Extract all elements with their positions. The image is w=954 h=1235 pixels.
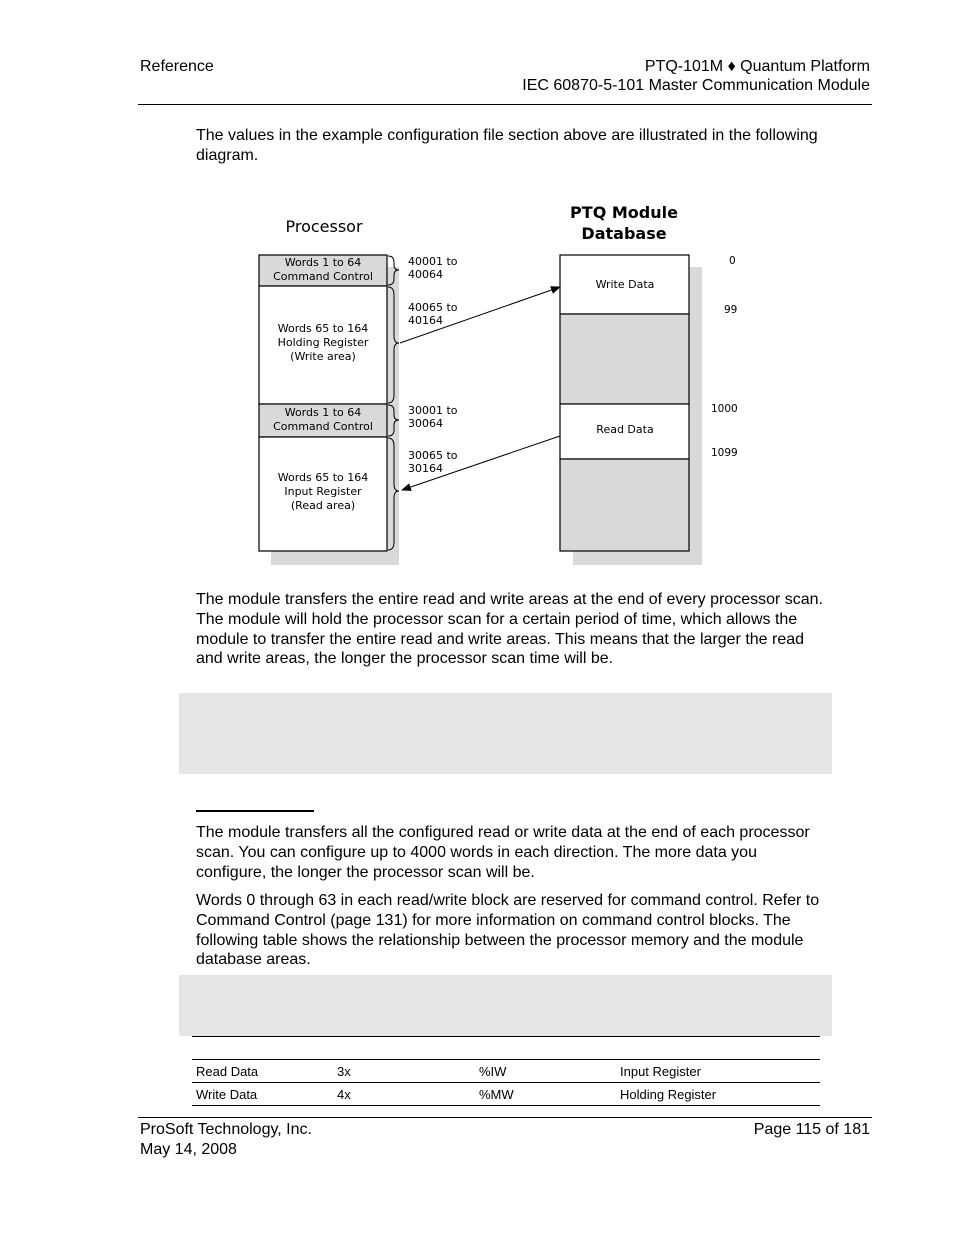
address-label: 30164 <box>408 462 443 475</box>
table-cell: Input Register <box>616 1060 820 1083</box>
note-box <box>179 693 832 774</box>
processor-block-label: Words 1 to 64 <box>284 256 362 269</box>
address-label: 40164 <box>408 314 443 327</box>
table-cell: 4x <box>333 1083 475 1106</box>
processor-block-label: Words 65 to 164 <box>277 322 369 335</box>
table-header-row <box>192 1037 820 1060</box>
address-label: 40065 to <box>408 301 458 314</box>
memory-map-diagram <box>0 0 954 600</box>
address-label: 30065 to <box>408 449 458 462</box>
address-label: 40064 <box>408 268 443 281</box>
processor-block-label: Command Control <box>273 420 373 433</box>
database-block-unused-1 <box>560 314 689 404</box>
database-block-label: Write Data <box>595 278 655 291</box>
processor-block-label: Command Control <box>273 270 373 283</box>
database-address: 1000 <box>711 403 738 415</box>
memory-relationship-table <box>192 1036 820 1106</box>
processor-block-label: Input Register <box>284 485 362 498</box>
table-row <box>192 1083 820 1106</box>
processor-block-label: Words 65 to 164 <box>277 471 369 484</box>
address-label: 30064 <box>408 417 443 430</box>
table-cell: 3x <box>333 1060 475 1083</box>
processor-title: Processor <box>285 217 363 236</box>
processor-block-label: (Write area) <box>290 350 356 363</box>
table-cell: Read Data <box>192 1060 333 1083</box>
table-cell: Write Data <box>192 1083 333 1106</box>
table-row <box>192 1060 820 1083</box>
footer-left <box>140 1120 312 1159</box>
database-address: 1099 <box>711 447 738 459</box>
intro-paragraph: The values in the example configuration file section above are illustrated in the following diagram. <box>196 127 818 164</box>
processor-block-label: Words 1 to 64 <box>284 406 362 419</box>
processor-block-label: Holding Register <box>277 336 369 349</box>
database-title-line2: Database <box>581 224 667 243</box>
header-module-title: IEC 60870-5-101 Master Communication Module <box>522 77 870 94</box>
table-cell: %MW <box>475 1083 616 1106</box>
section-heading-rule <box>196 810 314 812</box>
database-block-unused-2 <box>560 459 689 551</box>
header-product-line: PTQ-101M ♦ Quantum Platform <box>644 58 870 75</box>
table-header-cell <box>616 1037 820 1060</box>
table-cell: %IW <box>475 1060 616 1083</box>
table-caption-box <box>179 975 832 1036</box>
database-address: 0 <box>729 255 736 267</box>
table-cell: Holding Register <box>616 1083 820 1106</box>
database-address: 99 <box>724 304 738 316</box>
processor-block-label: (Read area) <box>290 499 356 512</box>
section-paragraph-2: Words 0 through 63 in each read/write block are reserved for command control. Refer to Command Control (page 131) for more information on command control blocks. The following table shows the relationship between the processor memory and the module database areas. <box>196 892 820 969</box>
section-paragraph-1: The module transfers all the configured read or write data at the end of each processor scan. You can configure up to 4000 words in each direction. The more data you configure, the longer the processor scan will be. <box>196 824 810 881</box>
table-header-cell <box>475 1037 616 1060</box>
transfer-paragraph: The module transfers the entire read and write areas at the end of every processor scan. The module will hold the processor scan for a certain period of time, which allows the module to transfer the entire read and write areas. This means that the larger the read and write areas, the longer the processor scan time will be. <box>196 591 823 668</box>
table-header-cell <box>192 1037 333 1060</box>
address-label: 40001 to <box>408 255 458 268</box>
footer-company: ProSoft Technology, Inc. <box>140 1121 312 1138</box>
footer-page-number: Page 115 of 181 <box>753 1121 870 1138</box>
header-section-label: Reference <box>140 58 214 75</box>
footer-date: May 14, 2008 <box>140 1140 237 1158</box>
database-title-line1: PTQ Module <box>570 203 678 222</box>
database-block-label: Read Data <box>596 423 654 436</box>
address-label: 30001 to <box>408 404 458 417</box>
footer-rule <box>138 1117 872 1118</box>
table-header-cell <box>333 1037 475 1060</box>
